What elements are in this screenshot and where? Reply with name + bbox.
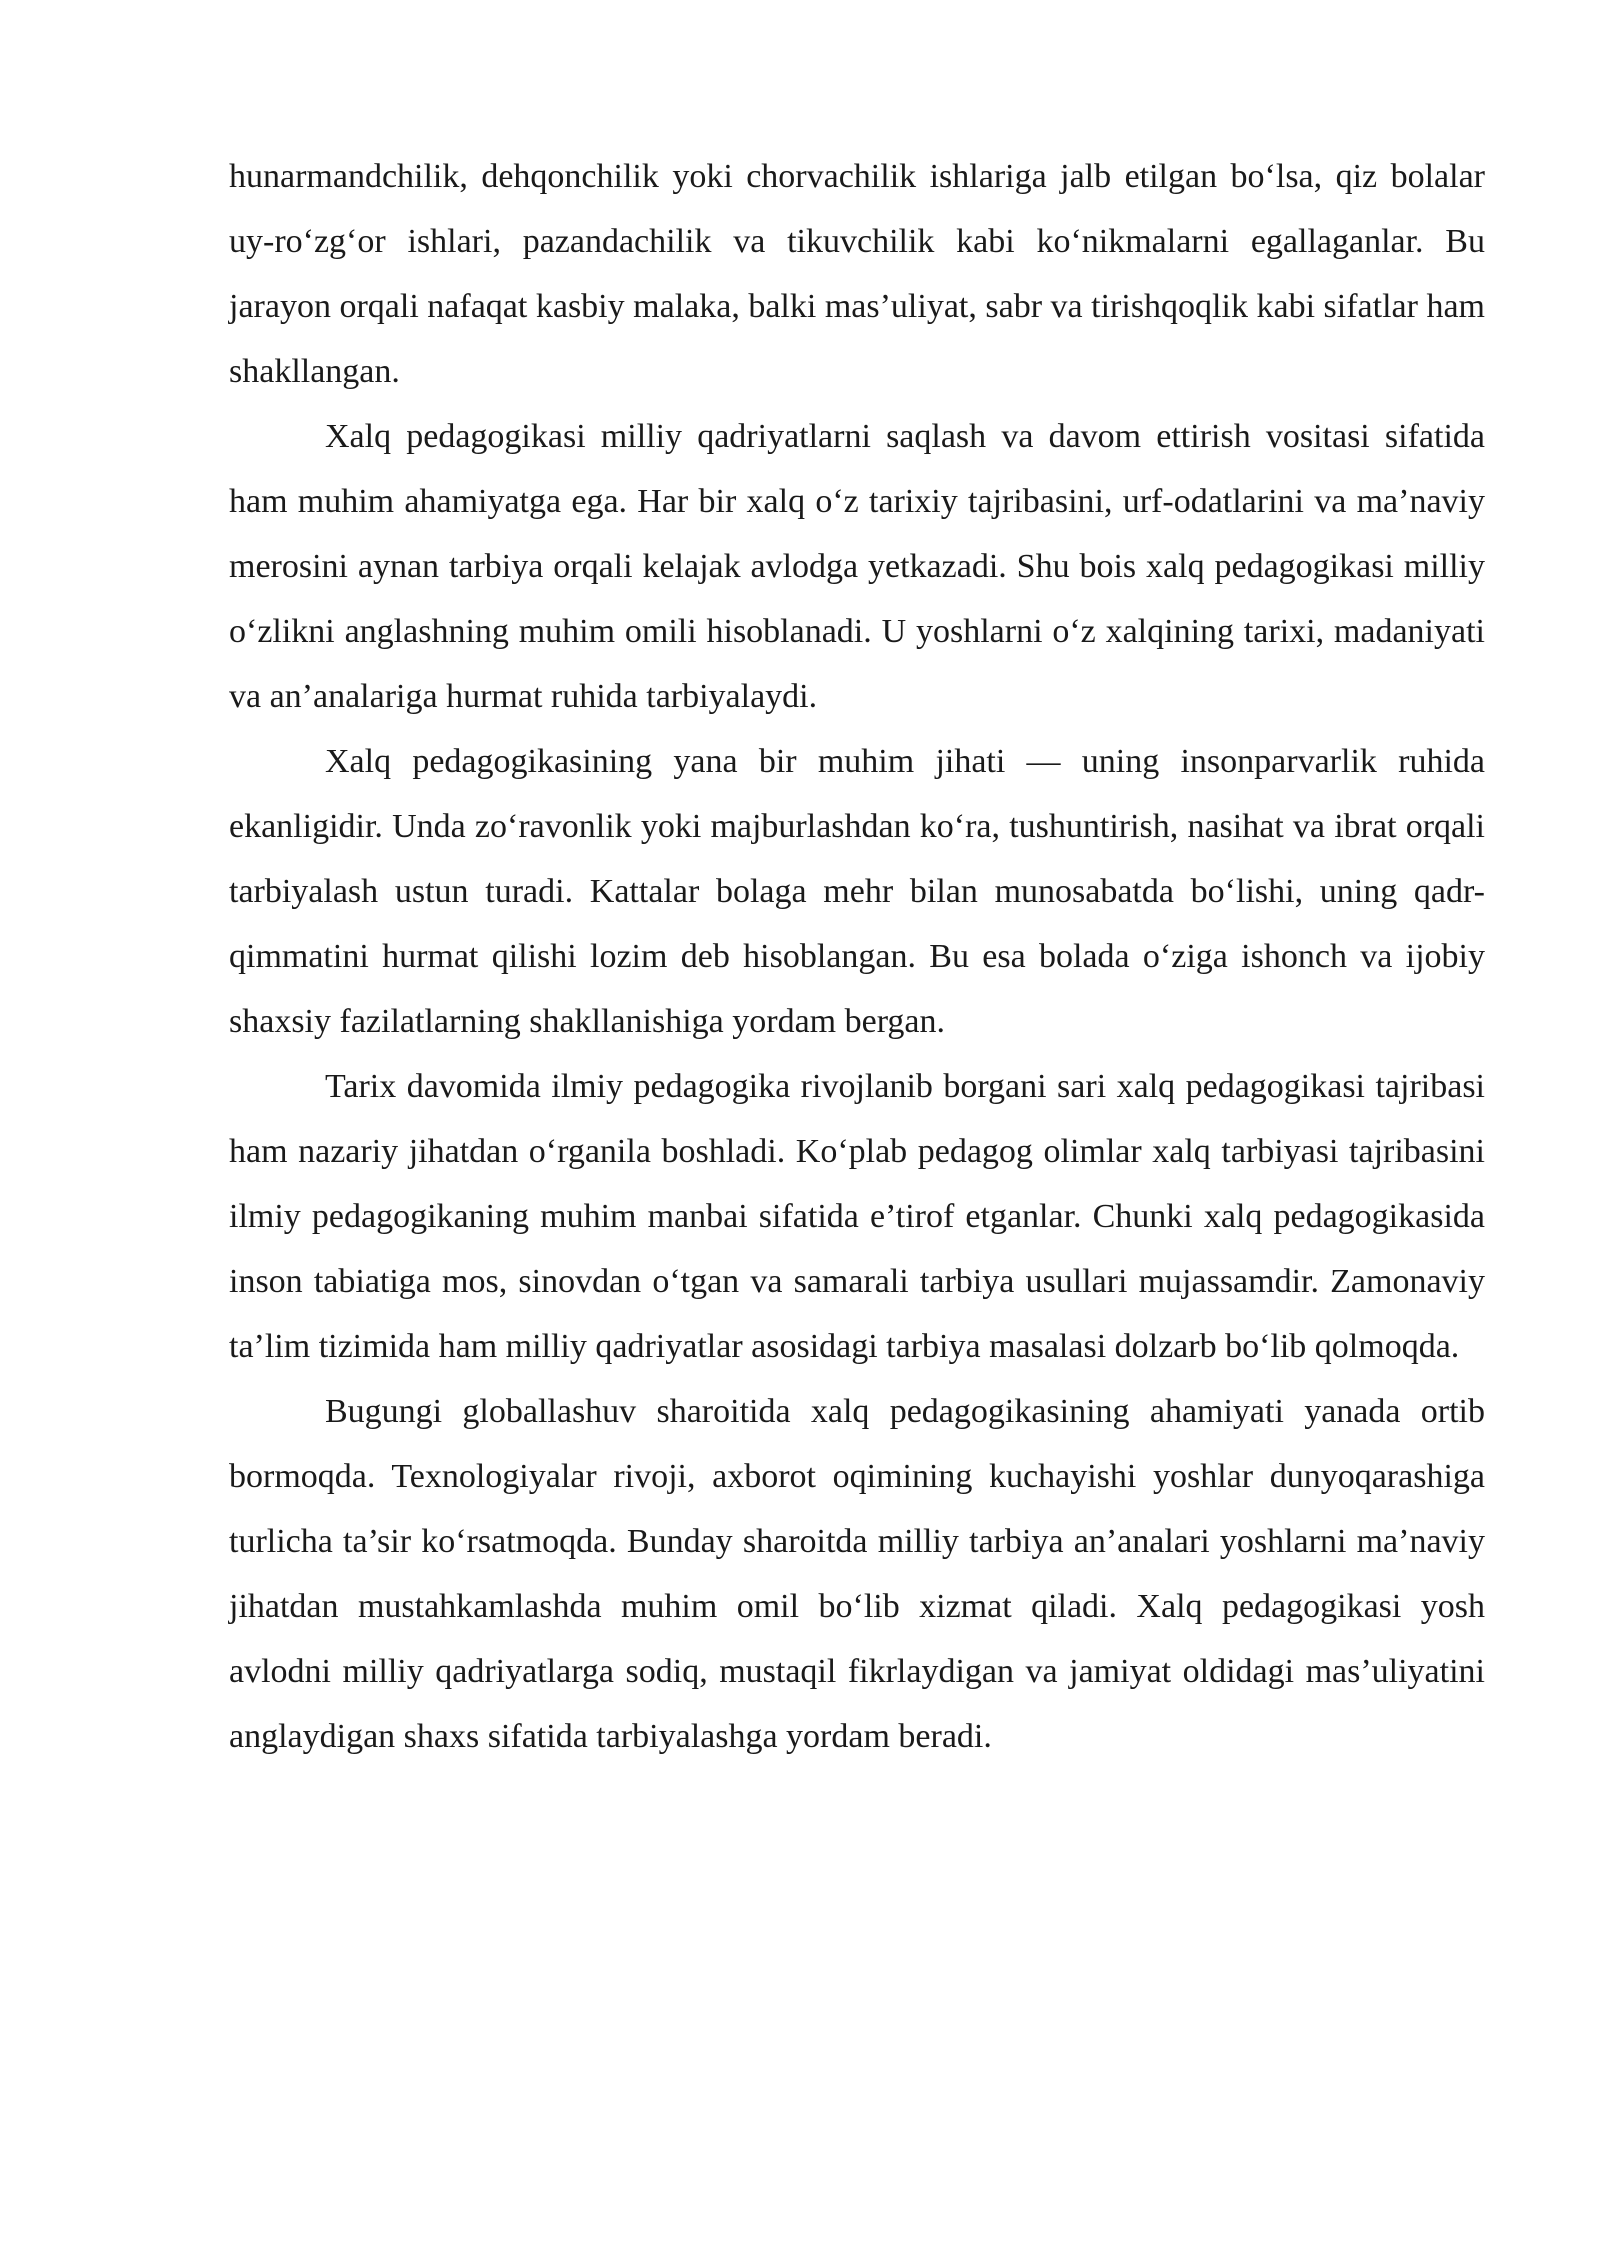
paragraph: Xalq pedagogikasi milliy qadriyatlarni saqlash va davom ettirish vositasi sifatida ham muhim ahamiyatga ega. Har bir xalq o‘z tarixiy tajribasini, urf-odatlarini va ma’naviy merosini aynan tarbiya orqali kelajak avlodga yetkazadi. Shu bois xalq pedagogikasi milliy o‘zlikni anglashning muhim omili hisoblanadi. U yoshlarni o‘z xalqining tarixi, madaniyati va an’analariga hurmat ruhida tarbiyalaydi. <box>229 418 1485 715</box>
paragraph: Bugungi globallashuv sharoitida xalq pedagogikasining ahamiyati yanada ortib bormoqda. Texnologiyalar rivoji, axborot oqimining kuchayishi yoshlar dunyoqarashiga turlicha ta’sir ko‘rsatmoqda. Bunday sharoitda milliy tarbiya an’analari yoshlarni ma’naviy jihatdan mustahkamlashda muhim omil bo‘lib xizmat qiladi. Xalq pedagogikasi yosh avlodni milliy qadriyatlarga sodiq, mustaqil fikrlaydigan va jamiyat oldidagi mas’uliyatini anglaydigan shaxs sifatida tarbiyalashga yordam beradi. <box>229 1393 1485 1755</box>
paragraph: Xalq pedagogikasining yana bir muhim jihati — uning insonparvarlik ruhida ekanligidir. Unda zo‘ravonlik yoki majburlashdan ko‘ra, tushuntirish, nasihat va ibrat orqali tarbiyalash ustun turadi. Kattalar bolaga mehr bilan munosabatda bo‘lishi, uning qadr-qimmatini hurmat qilishi lozim deb hisoblangan. Bu esa bolada o‘ziga ishonch va ijobiy shaxsiy fazilatlarning shakllanishiga yordam bergan. <box>229 743 1485 1040</box>
paragraph: Tarix davomida ilmiy pedagogika rivojlanib borgani sari xalq pedagogikasi tajribasi ham nazariy jihatdan o‘rganila boshladi. Ko‘plab pedagog olimlar xalq tarbiyasi tajribasini ilmiy pedagogikaning muhim manbai sifatida e’tirof etganlar. Chunki xalq pedagogikasida inson tabiatiga mos, sinovdan o‘tgan va samarali tarbiya usullari mujassamdir. Zamonaviy ta’lim tizimida ham milliy qadriyatlar asosidagi tarbiya masalasi dolzarb bo‘lib qolmoqda. <box>229 1068 1485 1365</box>
paragraph-continuation: hunarmandchilik, dehqonchilik yoki chorvachilik ishlariga jalb etilgan bo‘lsa, qiz bolalar uy-ro‘zg‘or ishlari, pazandachilik va tikuvchilik kabi ko‘nikmalarni egallaganlar. Bu jarayon orqali nafaqat kasbiy malaka, balki mas’uliyat, sabr va tirishqoqlik kabi sifatlar ham shakllangan. <box>229 158 1485 390</box>
body-text <box>229 144 1485 1769</box>
